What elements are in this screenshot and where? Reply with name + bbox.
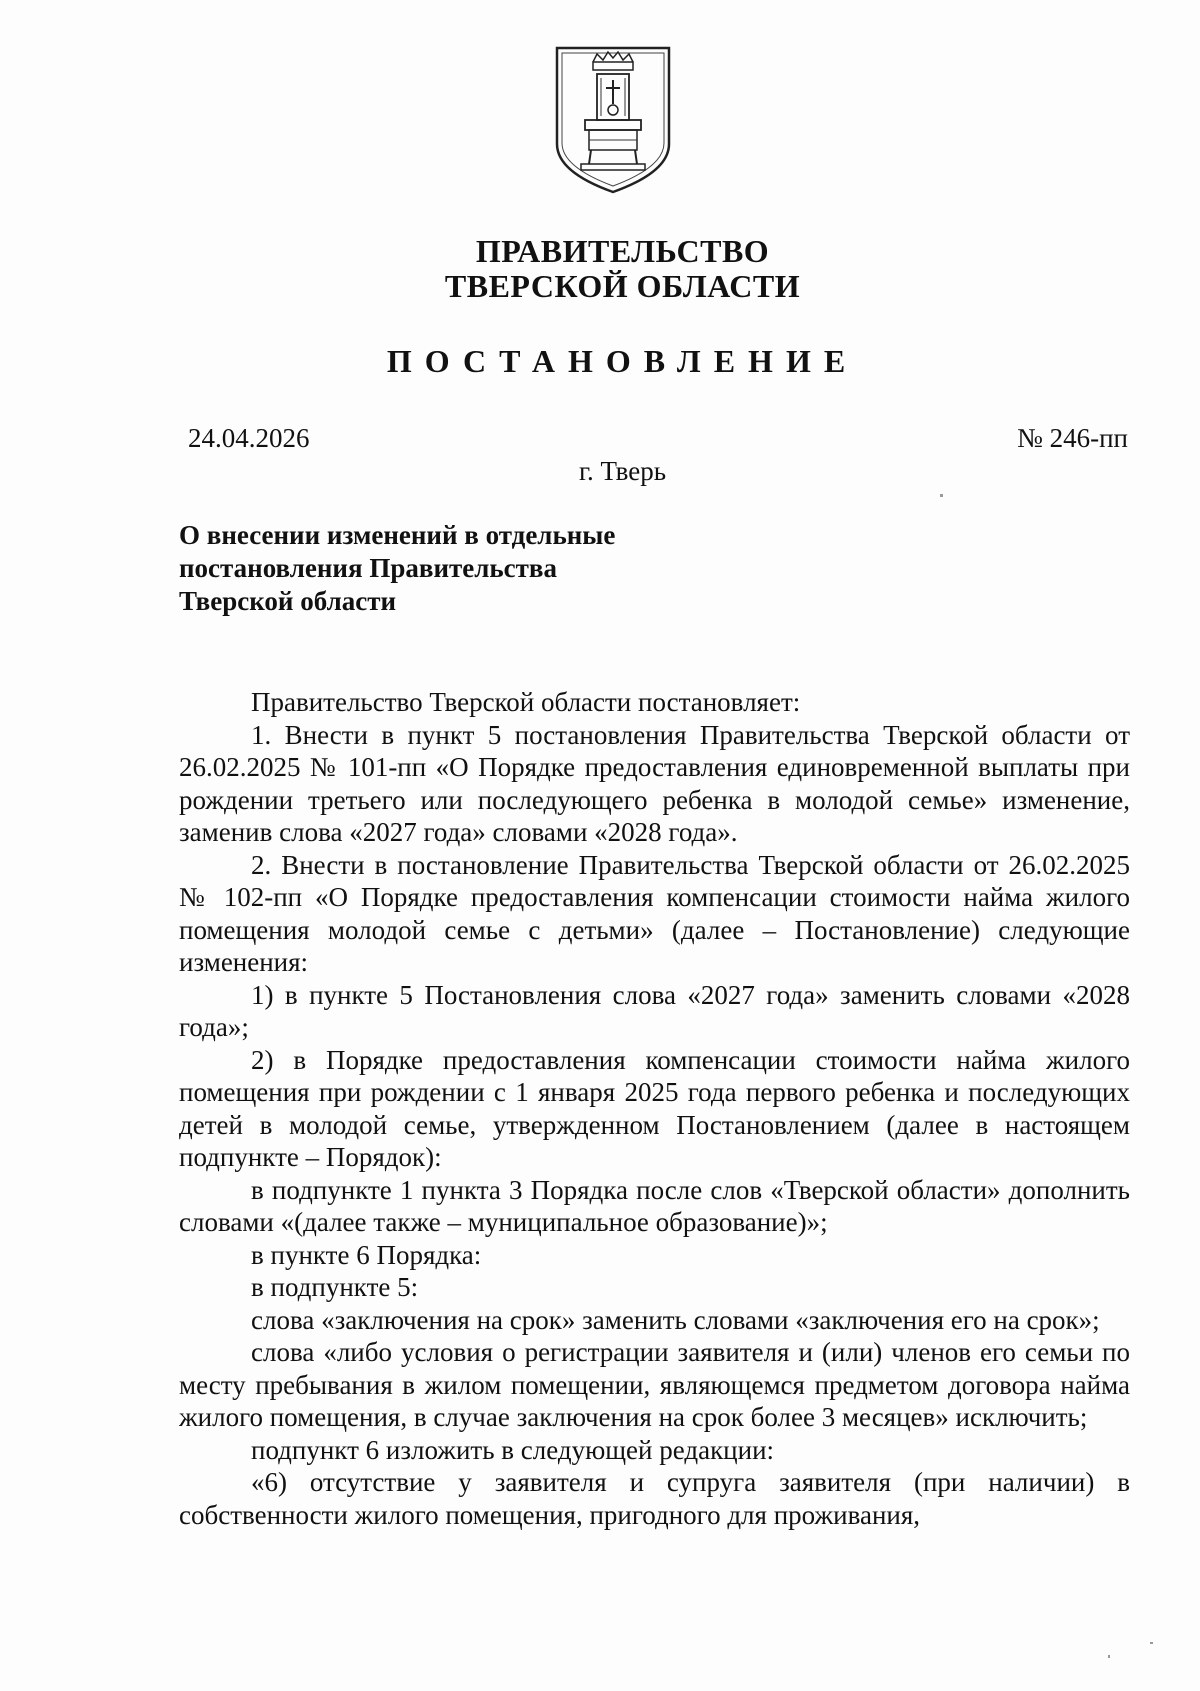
org-name-line2: ТВЕРСКОЙ ОБЛАСТИ bbox=[444, 268, 801, 304]
document-number: № 246-пп bbox=[1017, 423, 1128, 453]
scan-speck bbox=[1150, 1642, 1153, 1644]
scan-speck bbox=[1108, 1655, 1110, 1658]
body-paragraph: в пункте 6 Порядка: bbox=[251, 1239, 482, 1270]
document-city: г. Тверь bbox=[578, 456, 667, 486]
document-type: ПОСТАНОВЛЕНИЕ bbox=[386, 343, 859, 379]
body-paragraph: «6) отсутствие у заявителя и супруга заявителя (при наличии) в собственности жилого помещения, пригодного для проживания, bbox=[179, 1467, 1130, 1530]
body-paragraph: 1. Внести в пункт 5 постановления Правительства Тверской области от 26.02.2025 № 101-пп «О Порядке предоставления единовременной выплаты при рождении третьего или последующего ребенка в молодой семье» изменение, заменив слова «2027 года» словами «2028 года». bbox=[179, 719, 1130, 847]
subject-line2: постановления Правительства bbox=[179, 553, 557, 583]
body-paragraph: 2) в Порядке предоставления компенсации стоимости найма жилого помещения при рождении с 1 января 2025 года первого ребенка и последующих детей в молодой семье, утвержденном Постановлением (далее в настоящем подпункте – Порядок): bbox=[179, 1044, 1130, 1172]
document-date: 24.04.2026 bbox=[188, 423, 310, 453]
document-subject bbox=[179, 519, 615, 618]
body-paragraph: 2. Внести в постановление Правительства Тверской области от 26.02.2025 № 102-пп «О Порядке предоставления компенсации стоимости найма жилого помещения молодой семье с детьми» (далее – Постановление) следующие изменения: bbox=[179, 849, 1130, 977]
document-body bbox=[179, 686, 1130, 1531]
tver-coat-of-arms-icon bbox=[553, 44, 673, 196]
body-paragraph: Правительство Тверской области постановляет: bbox=[251, 687, 801, 717]
body-paragraph: слова «заключения на срок» заменить словами «заключения его на срок»; bbox=[251, 1304, 1100, 1335]
scan-speck bbox=[940, 494, 943, 497]
body-paragraph: слова «либо условия о регистрации заявителя и (или) членов его семьи по месту пребывания в жилом помещении, являющемся предметом договора найма жилого помещения, в случае заключения на срок более 3 месяцев» исключить; bbox=[179, 1337, 1130, 1432]
body-paragraph: в подпункте 1 пункта 3 Порядка после слов «Тверской области» дополнить словами «(далее также – муниципальное образование)»; bbox=[179, 1174, 1130, 1237]
body-paragraph: 1) в пункте 5 Постановления слова «2027 года» заменить словами «2028 года»; bbox=[179, 979, 1130, 1042]
body-paragraph: в подпункте 5: bbox=[251, 1272, 419, 1302]
body-paragraph: подпункт 6 изложить в следующей редакции: bbox=[251, 1434, 775, 1465]
subject-line1: О внесении изменений в отдельные bbox=[179, 520, 616, 550]
subject-line3: Тверской области bbox=[179, 586, 397, 616]
org-name-line1: ПРАВИТЕЛЬСТВО bbox=[475, 233, 770, 269]
